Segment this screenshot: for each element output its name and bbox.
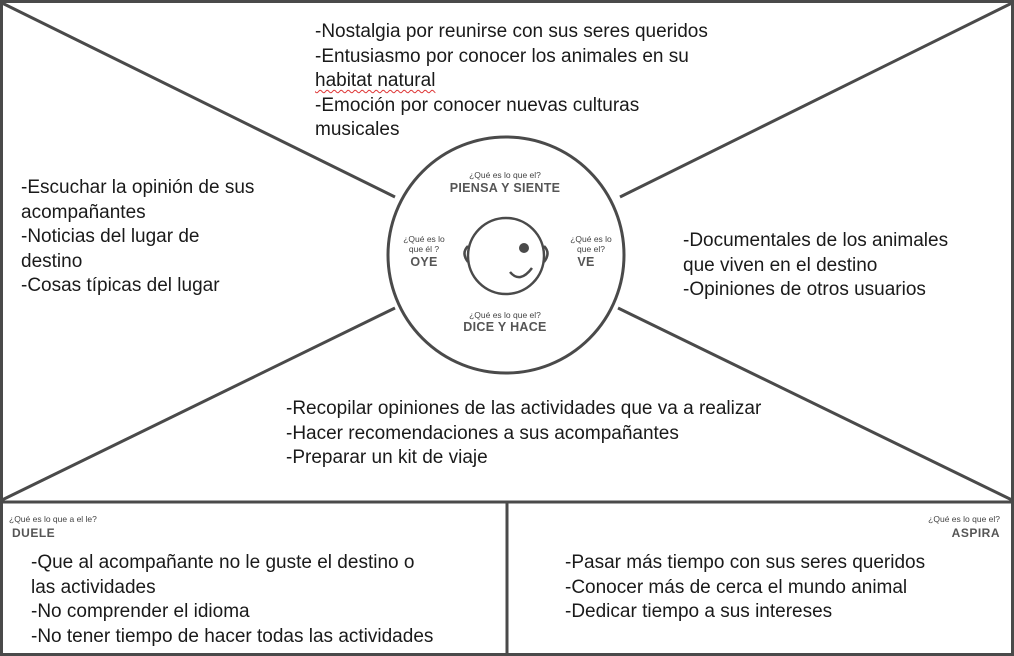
says-line-1: -Recopilar opiniones de las actividades que va a realizar: [286, 398, 762, 419]
sees-line-2: que viven en el destino: [683, 254, 878, 276]
gains-line-2: -Conocer más de cerca el mundo animal: [565, 576, 908, 598]
aspira-question: ¿Qué es lo que el?: [928, 514, 1000, 524]
hears-content: [21, 176, 254, 299]
thinks-line-1: -Nostalgia por reunirse con sus seres queridos: [315, 21, 708, 42]
thinks-feels-content: [315, 20, 708, 143]
hears-line-3: -Noticias del lugar de: [21, 226, 200, 247]
sees-line-1: -Documentales de los animales: [683, 230, 949, 251]
duele-label: DUELE: [12, 526, 56, 540]
pains-content: [31, 551, 433, 649]
gains-content: [565, 551, 925, 625]
dice-label: DICE Y HACE: [463, 320, 547, 334]
face-eye-icon: [519, 243, 529, 253]
oye-label: OYE: [410, 255, 438, 269]
thinks-line-3: habitat natural: [315, 70, 436, 91]
hears-line-4: destino: [21, 250, 83, 272]
oye-question-1: ¿Qué es lo: [403, 234, 445, 244]
sees-content: [683, 229, 948, 303]
thinks-line-5: musicales: [315, 119, 400, 140]
aspira-label: ASPIRA: [951, 526, 1000, 540]
ve-label: VE: [577, 255, 595, 269]
says-does-content: [286, 397, 761, 471]
says-line-2: -Hacer recomendaciones a sus acompañantes: [286, 422, 679, 444]
dice-question: ¿Qué es lo que el?: [469, 310, 541, 320]
pains-line-2: las actividades: [31, 576, 156, 598]
hears-line-5: -Cosas típicas del lugar: [21, 275, 220, 296]
thinks-line-4: -Emoción por conocer nuevas culturas: [315, 94, 640, 116]
gains-line-3: -Dedicar tiempo a sus intereses: [565, 601, 833, 622]
sees-line-3: -Opiniones de otros usuarios: [683, 279, 926, 300]
thinks-line-2: -Entusiasmo por conocer los animales en su: [315, 45, 689, 67]
piensa-question: ¿Qué es lo que el?: [469, 170, 541, 180]
pains-line-1: -Que al acompañante no le guste el destino o: [31, 552, 415, 573]
oye-question-2: que él ?: [408, 244, 440, 254]
piensa-label: PIENSA Y SIENTE: [449, 181, 561, 195]
pains-line-4: -No tener tiempo de hacer todas las actividades: [31, 625, 434, 647]
says-line-3: -Preparar un kit de viaje: [286, 447, 488, 468]
ve-question-1: ¿Qué es lo: [570, 234, 612, 244]
hears-line-1: -Escuchar la opinión de sus: [21, 177, 255, 198]
ve-question-2: que el?: [577, 244, 605, 254]
gains-line-1: -Pasar más tiempo con sus seres queridos: [565, 552, 926, 573]
pains-line-3: -No comprender el idioma: [31, 601, 250, 622]
duele-question: ¿Qué es lo que a el le?: [9, 514, 97, 524]
hears-line-2: acompañantes: [21, 201, 146, 223]
